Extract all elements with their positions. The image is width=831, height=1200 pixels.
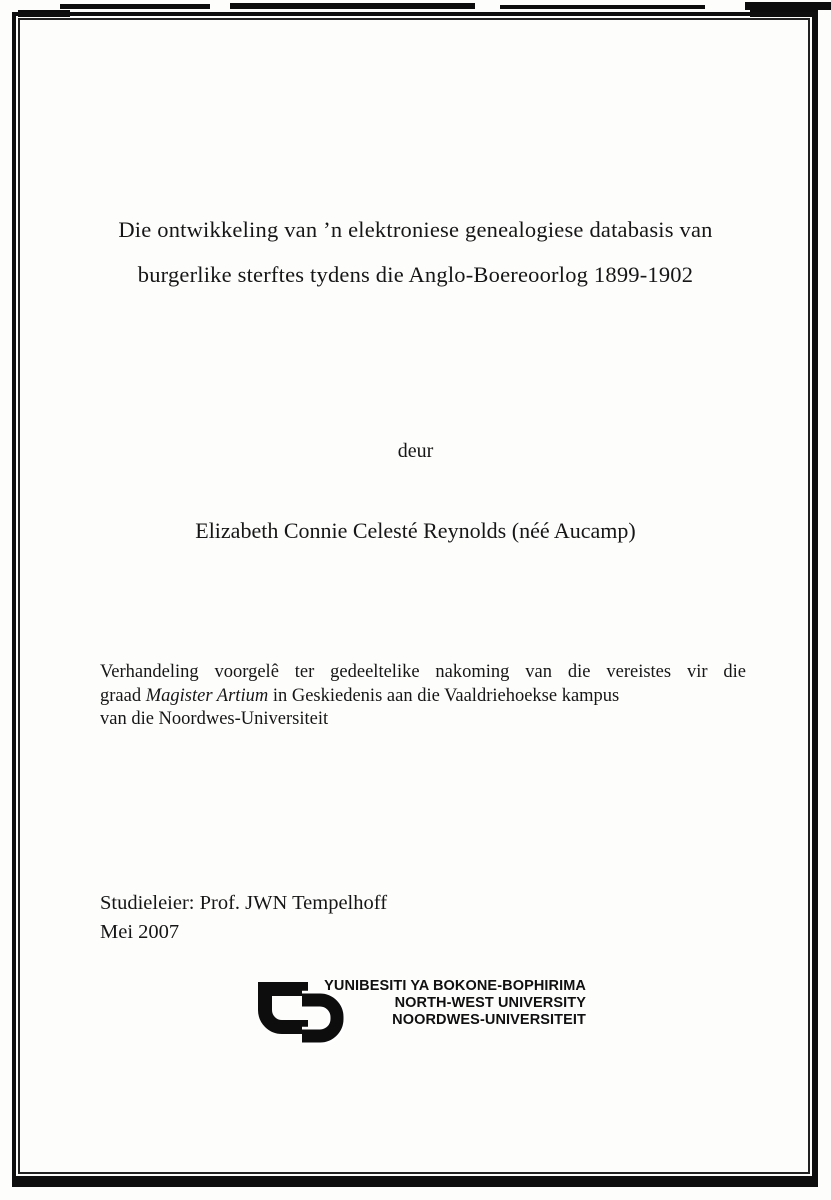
supervisor-line: Studieleier: Prof. JWN Tempelhoff xyxy=(100,892,388,914)
thesis-title-line-2: burgerlike sterftes tydens die Anglo-Boereoorlog 1899-1902 xyxy=(137,262,694,287)
degree-statement-line-1: Verhandeling voorgelê ter gedeeltelike nakoming van die vereistes vir die xyxy=(100,662,746,682)
degree-name-italic: Magister Artium xyxy=(145,685,269,706)
degree-statement xyxy=(100,661,746,732)
supervisor-block xyxy=(100,889,387,946)
logo-wordmark-afrikaans: NOORDWES-UNIVERSITEIT xyxy=(392,1012,586,1028)
byline: deur xyxy=(397,440,434,462)
date-line: Mei 2007 xyxy=(100,920,180,943)
logo-wordmark-setswana: YUNIBESITI YA BOKONE-BOPHIRIMA xyxy=(324,978,586,994)
degree-statement-line-2-pre: graad xyxy=(100,685,146,706)
degree-statement-line-2 xyxy=(100,685,746,709)
thesis-title-line-1: Die ontwikkeling van ’n elektroniese genealogiese databasis van xyxy=(118,217,713,242)
thesis-title xyxy=(0,207,831,297)
degree-statement-line-3: van die Noordwes-Universiteit xyxy=(100,709,329,729)
scan-artifact xyxy=(500,5,705,9)
logo-wordmark-english: NORTH-WEST UNIVERSITY xyxy=(394,995,586,1011)
author-name: Elizabeth Connie Celesté Reynolds (néé Aucamp) xyxy=(195,518,636,543)
logo-wordmark xyxy=(316,978,586,1029)
north-west-university-logo xyxy=(252,970,592,1050)
scan-artifact xyxy=(60,4,210,9)
degree-statement-line-2-post: in Geskiedenis aan die Vaaldriehoekse kampus xyxy=(268,685,620,706)
scan-artifact xyxy=(230,3,475,9)
